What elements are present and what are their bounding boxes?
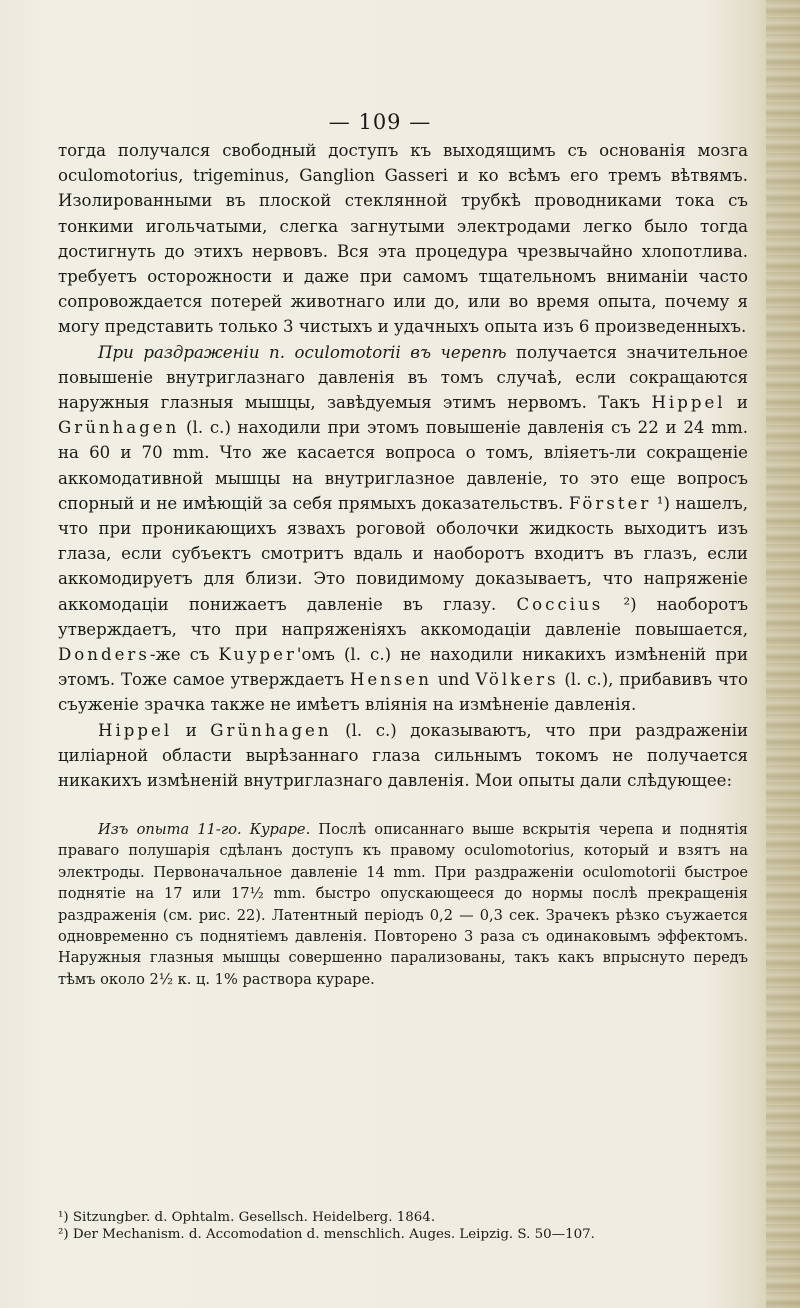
author-name: Förster <box>568 493 652 513</box>
text-run: (l. c.) находили при этомъ повышеніе давленія съ 22 и 24 mm. на 60 и 70 mm. Что же касается вопроса о томъ, вліяетъ-ли сокращеніе аккомодативной мышцы на внутриглазное давленіе, то это еще вопросъ спорный и не имѣющій за себя прямыхъ доказательствъ. <box>58 418 748 513</box>
author-name: Coccius <box>516 594 604 614</box>
text-run: тогда получался свободный доступъ къ выходящимъ съ основанія мозга oculomotorius, trigeminus, Ganglion Gasseri и ко всѣмъ его тремъ вѣтвямъ. Изолированными въ плоской стеклянной трубкѣ проводниками тока съ тонкими игольчатыми, слегка загнутыми электродами легко было тогда достигнуть до этихъ нервовъ. Вся эта процедура чрезвычайно хлопотлива. требуетъ осторожности и даже при самомъ тщательномъ вниманіи часто сопровождается потерей животнаго или до, или во время опыта, почему я могу представить только 3 чистыхъ и удачныхъ опыта изъ 6 произведенныхъ. <box>58 141 748 337</box>
author-name: Grünhagen <box>210 720 332 740</box>
footnote-1: ¹) Sitzungber. d. Ophtalm. Gesellsch. Heidelberg. 1864. <box>58 1210 436 1225</box>
author-name: Völkers <box>475 670 559 690</box>
page-edge-shadow <box>766 0 800 1308</box>
italic-phrase: При раздраженіи n. oculomotorii въ черепѣ <box>98 342 507 362</box>
experiment-note <box>58 819 748 990</box>
text-run: и <box>172 720 211 740</box>
author-name: Hippel <box>98 720 173 740</box>
paragraph-2 <box>58 340 748 718</box>
experiment-paragraph <box>58 819 748 990</box>
text-run: und <box>431 670 476 690</box>
text-run: ²) наоборотъ утверждаетъ, что при напряженіяхъ аккомодаціи давленіе повышается, <box>58 594 749 639</box>
footnote-2: ²) Der Mechanism. d. Accomodation d. menschlich. Auges. Leipzig. S. 50—107. <box>58 1227 595 1242</box>
paragraph-1 <box>58 138 748 340</box>
text-run: 'омъ (l. c.) не находили никакихъ измѣненій при этомъ. Тоже самое утверждаетъ <box>58 645 748 690</box>
author-name: Kuyper <box>218 645 297 665</box>
text-run: (l. c.), прибавивъ что съуженіе зрачка также не имѣетъ вліянія на измѣненіе давленія. <box>58 670 749 715</box>
text-run: (l. c.) доказываютъ, что при раздраженіи циліарной области вырѣзаннаго глаза сильнымъ токомъ не получается никакихъ измѣненій внутриглазнаго давленія. Мои опыты дали слѣдующее: <box>58 720 748 791</box>
text-run: и <box>725 393 748 413</box>
text-run: получается значительное повышеніе внутриглазнаго давленія въ томъ случаѣ, если сокращаются наружныя глазныя мышцы, завѣдуемыя этимъ нервомъ. Такъ <box>58 342 749 413</box>
paragraph-3 <box>58 718 748 794</box>
italic-phrase: Изъ опыта 11-го. Кураре. <box>98 821 311 838</box>
author-name: Hensen <box>349 670 432 690</box>
main-text <box>58 138 748 793</box>
author-name: Hippel <box>651 393 726 413</box>
page-number-header: — 109 — <box>328 110 432 134</box>
text-run: ¹) нашелъ, что при проникающихъ язвахъ роговой оболочки жидкость выходитъ изъ глаза, если субъектъ смотритъ вдаль и наоборотъ входитъ въ глазъ, если аккомодируетъ для близи. Это повидимому доказываетъ, что напряженіе аккомодаціи понижаетъ давленіе въ глазу. <box>58 493 749 614</box>
text-run: -же съ <box>149 645 219 665</box>
text-run: Послѣ описаннаго выше вскрытія черепа и поднятія праваго полушарія сдѣланъ доступъ къ правому oculomotorius, который и взятъ на электроды. Первоначальное давленіе 14 mm. При раздраженіи oculomotorii быстрое поднятіе на 17 или 17½ mm. быстро опускающееся до нормы послѣ прекращенія раздраженія (см. рис. 22). Латентный періодъ 0,2 — 0,3 сек. Зрачекъ рѣзко съужается одновременно съ поднятіемъ давленія. Повторено 3 раза съ одинаковымъ эффектомъ. Наружныя глазныя мышцы совершенно парализованы, такъ какъ впрыснуто передъ тѣмъ около 2½ к. ц. 1% раствора кураре. <box>58 821 748 988</box>
author-name: Grünhagen <box>58 418 180 438</box>
footnotes <box>58 1209 748 1243</box>
author-name: Donders <box>58 645 150 665</box>
